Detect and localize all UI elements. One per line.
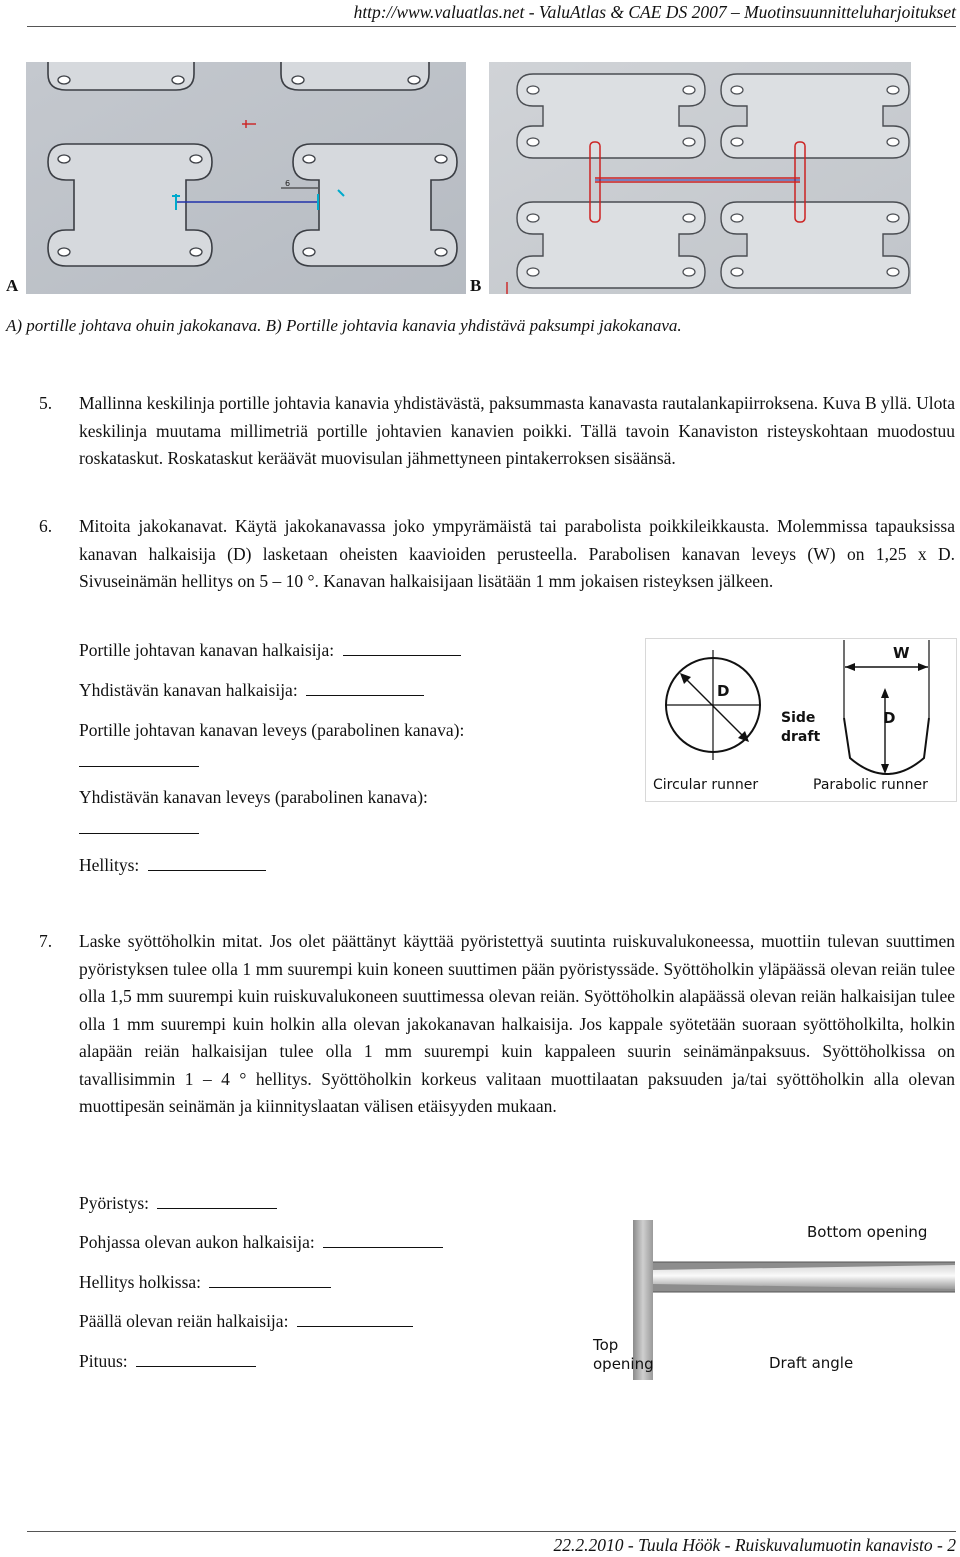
field-gate-runner-diameter [79, 637, 461, 662]
field-bushing-length-label: Pituus: [79, 1351, 128, 1371]
field-bottom-hole-diameter [79, 1229, 443, 1254]
header-divider [27, 26, 956, 27]
answer-blank[interactable] [157, 1190, 277, 1209]
step-6 [39, 513, 955, 596]
step-7 [39, 928, 955, 1121]
figure-a-cad-view [26, 62, 466, 294]
field-connecting-runner-diameter-label: Yhdistävän kanavan halkaisija: [79, 680, 298, 700]
side-draft-label-line2: draft [781, 729, 821, 745]
answer-blank[interactable] [79, 748, 199, 767]
field-nozzle-radius-label: Pyöristys: [79, 1193, 150, 1213]
answer-blank[interactable] [148, 852, 266, 871]
top-opening-label-line1: Top [593, 1336, 619, 1354]
answer-blank[interactable] [306, 677, 424, 696]
page-footer: 22.2.2010 - Tuula Höök - Ruiskuvalumuotin kanavisto - 2 [553, 1535, 956, 1555]
answer-blank[interactable] [343, 637, 461, 656]
field-bushing-length [79, 1348, 256, 1373]
field-draft-label: Hellitys: [79, 855, 140, 875]
field-top-hole-diameter-label: Päällä olevan reiän halkaisija: [79, 1311, 289, 1331]
field-nozzle-radius [79, 1190, 277, 1215]
field-top-hole-diameter [79, 1308, 413, 1333]
figures-caption: A) portille johtava ohuin jakokanava. B) Portille johtavia kanavia yhdistävä paksumpi jakokanava. [6, 316, 682, 335]
field-connecting-runner-width-label: Yhdistävän kanavan leveys (parabolinen kanava): [79, 787, 428, 807]
draft-angle-label: Draft angle [769, 1354, 854, 1372]
parabolic-runner-caption: Parabolic runner [813, 777, 928, 793]
figure-b-cad-view [489, 62, 911, 294]
runner-cross-section-diagram [645, 638, 957, 803]
field-gate-runner-width [79, 718, 464, 742]
figure-a-label: A [6, 276, 19, 295]
answer-blank[interactable] [79, 815, 199, 834]
step-5-text: Mallinna keskilinja portille johtavia kanavia yhdistävästä, paksummasta kanavasta rautalankapiirroksena. Kuva B yllä. Ulota keskilinja muutama millimetriä portille johtavien kanavien poikki. Tällä tavoin Kanaviston risteyskohtaan muodostuu roskataskut. Roskataskut keräävät muovisulan jähmettyneen pintakerroksen sisäänsä. [79, 393, 955, 468]
answer-blank[interactable] [136, 1348, 256, 1367]
circular-runner-caption: Circular runner [653, 777, 759, 793]
answer-blank[interactable] [323, 1229, 443, 1248]
field-bottom-hole-diameter-label: Pohjassa olevan aukon halkaisija: [79, 1232, 315, 1252]
field-bushing-draft [79, 1269, 331, 1294]
field-connecting-runner-width [79, 785, 428, 809]
step-7-number: 7. [39, 931, 53, 951]
footer-divider [27, 1531, 956, 1532]
field-gate-runner-diameter-label: Portille johtavan kanavan halkaisija: [79, 640, 335, 660]
field-bushing-draft-label: Hellitys holkissa: [79, 1272, 202, 1292]
parabolic-width-label: W [893, 644, 910, 662]
answer-blank[interactable] [209, 1269, 331, 1288]
figure-a-dimension: 6 [285, 179, 291, 188]
circular-diameter-label: D [717, 682, 730, 700]
side-draft-label-line1: Side [781, 710, 816, 726]
parabolic-diameter-label: D [883, 709, 896, 727]
step-6-number: 6. [39, 516, 53, 536]
answer-blank[interactable] [297, 1308, 413, 1327]
step-5 [39, 390, 955, 473]
field-draft [79, 852, 266, 877]
bottom-opening-label: Bottom opening [807, 1223, 928, 1241]
figure-b-label: B [470, 276, 482, 295]
sprue-bushing-diagram [561, 1212, 955, 1390]
page-header: http://www.valuatlas.net - ValuAtlas & CAE DS 2007 – Muotinsuunnitteluharjoitukset [353, 2, 956, 22]
field-gate-runner-width-label: Portille johtavan kanavan leveys (parabolinen kanava): [79, 720, 465, 740]
step-7-text: Laske syöttöholkin mitat. Jos olet päättänyt käyttää pyöristettyä suutinta ruiskuvalukoneessa, muottiin tulevan suuttimen pyöristyksen tulee olla 1 mm suurempi kuin koneen suuttimen pään pyöristyssäde. Syöttöholkin yläpäässä olevan reiän tulee olla 1,5 mm suurempi kuin ruiskuvalukoneen suuttimessa olevan reiän. Syöttöholkin alapäässä olevan reiän halkaisijan tulee olla 1 mm suurempi kuin holkin alla olevan jakokanavan halkaisija. Jos kappale syötetään suoraan syöttöholkilta, holkin alapään reiän halkaisijan tulee olla 1 mm suurempi kuin kappaleen suurin seinämänpaksuus. Syöttöholkissa on tavallisimmin 1 – 4 ° hellitys. Syöttöholkin korkeus valitaan muottilaatan paksuuden ja/tai syöttöholkin alla olevan muottipesän seinämän ja kiinnityslaatan välisen etäisyyden mukaan. [79, 931, 955, 1116]
step-5-number: 5. [39, 393, 53, 413]
field-connecting-runner-diameter [79, 677, 424, 702]
step-6-text: Mitoita jakokanavat. Käytä jakokanavassa joko ympyrämäistä tai parabolista poikkileikkausta. Molemmissa tapauksissa kanavan halkaisija (D) lasketaan oheisten kaavioiden perusteella. Parabolisen kanavan leveys (W) on 1,25 x D. Sivuseinämän hellitys on 5 – 10 °. Kanavan halkaisijaan lisätään 1 mm jokaisen risteyksen jälkeen. [79, 516, 955, 591]
top-opening-label-line2: opening [593, 1355, 654, 1373]
